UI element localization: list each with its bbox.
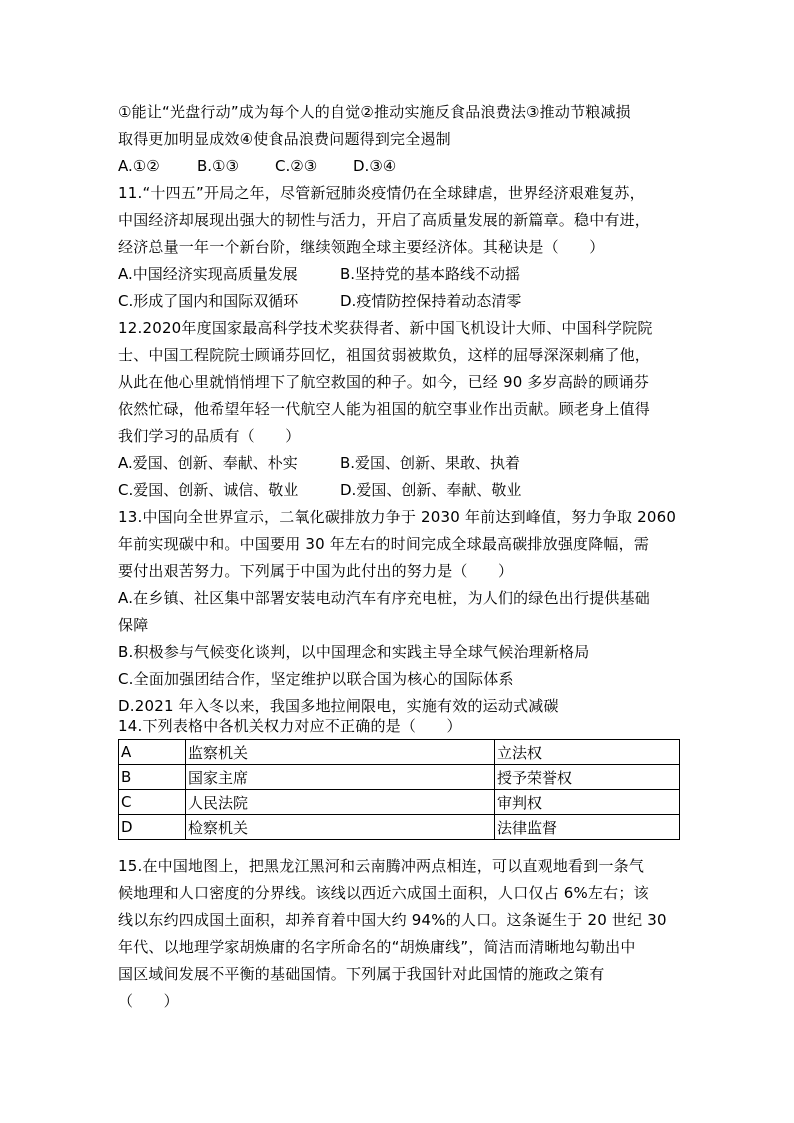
q12-option-d: D.爱国、创新、奉献、敬业 <box>340 481 522 499</box>
q12-stem-line-2: 士、中国工程院院士顾诵芬回忆，祖国贫弱被欺负，这样的屈辱深深刺痛了他， <box>118 346 651 364</box>
q11-stem-line-1: 11.“十四五”开局之年，尽管新冠肺炎疫情仍在全球肆虐，世界经济艰难复苏， <box>118 184 645 202</box>
q13-option-a-line-1: A.在乡镇、社区集中部署安装电动汽车有序充电桩，为人们的绿色出行提供基础 <box>118 589 650 607</box>
q10-option-c: C.②③ <box>275 157 318 175</box>
q15-stem-line-5: 国区域间发展不平衡的基础国情。下列属于我国针对此国情的施政之策有 <box>118 965 605 983</box>
table-cell-organ: 监察机关 <box>186 740 495 765</box>
q12-stem-line-1: 12.2020年度国家最高科学技术奖获得者、新中国飞机设计大师、中国科学院院 <box>118 319 653 337</box>
table-cell-organ: 人民法院 <box>186 790 495 815</box>
q12-stem-line-4: 依然忙碌，他希望年轻一代航空人能为祖国的航空事业作出贡献。顾老身上值得 <box>118 400 651 418</box>
table-cell-power: 授予荣誉权 <box>495 765 680 790</box>
q12-stem-line-3: 从此在他心里就悄悄埋下了航空救国的种子。如今，已经 90 多岁高龄的顾诵芬 <box>118 373 650 391</box>
table-cell-label: A <box>119 740 186 765</box>
table-cell-label: C <box>119 790 186 815</box>
q13-stem-line-1: 13.中国向全世界宣示，二氧化碳排放力争于 2030 年前达到峰值，努力争取 2060 <box>118 508 677 526</box>
table-cell-organ: 国家主席 <box>186 765 495 790</box>
q10-statement-line-1: ①能让“光盘行动”成为每个人的自觉②推动实施反食品浪费法③推动节粮减损 <box>118 103 631 121</box>
q11-stem-line-3: 经济总量一年一个新台阶，继续领跑全球主要经济体。其秘诀是（ ） <box>118 238 605 256</box>
q10-option-d: D.③④ <box>353 157 397 175</box>
table-cell-label: D <box>119 815 186 840</box>
table-row <box>119 790 680 815</box>
table-cell-power: 审判权 <box>495 790 680 815</box>
q10-option-a: A.①② <box>118 157 160 175</box>
q11-option-a: A.中国经济实现高质量发展 <box>118 265 298 283</box>
table-cell-power: 立法权 <box>495 740 680 765</box>
q13-stem-line-2: 年前实现碳中和。中国要用 30 年左右的时间完成全球最高碳排放强度降幅，需 <box>118 535 650 553</box>
q15-answer-blank: （ ） <box>118 992 179 1010</box>
q13-option-d: D.2021 年入冬以来，我国多地拉闸限电，实施有效的运动式减碳 <box>118 697 559 715</box>
q11-option-b: B.坚持党的基本路线不动摇 <box>340 265 521 283</box>
q15-stem-line-1: 15.在中国地图上，把黑龙江黑河和云南腾冲两点相连，可以直观地看到一条气 <box>118 857 645 875</box>
q14-table <box>118 739 680 840</box>
q15-stem-line-2: 候地理和人口密度的分界线。该线以西近六成国土面积，人口仅占 6%左右；该 <box>118 884 649 902</box>
q13-stem-line-3: 要付出艰苦努力。下列属于中国为此付出的努力是（ ） <box>118 562 514 580</box>
q13-option-a-line-2: 保障 <box>118 616 149 634</box>
q12-option-a: A.爱国、创新、奉献、朴实 <box>118 454 298 472</box>
q15-stem-line-4: 年代、以地理学家胡焕庸的名字所命名的“胡焕庸线”，简洁而清晰地勾勒出中 <box>118 938 636 956</box>
table-cell-power: 法律监督 <box>495 815 680 840</box>
q14-stem: 14.下列表格中各机关权力对应不正确的是（ ） <box>118 717 462 735</box>
q12-option-b: B.爱国、创新、果敢、执着 <box>340 454 521 472</box>
q11-option-c: C.形成了国内和国际双循环 <box>118 292 299 310</box>
table-row <box>119 740 680 765</box>
q13-option-c: C.全面加强团结合作，坚定维护以联合国为核心的国际体系 <box>118 670 514 688</box>
q11-stem-line-2: 中国经济却展现出强大的韧性与活力，开启了高质量发展的新篇章。稳中有进， <box>118 211 651 229</box>
table-row <box>119 765 680 790</box>
table-row <box>119 815 680 840</box>
q15-stem-line-3: 线以东约四成国土面积，却养育着中国大约 94%的人口。这条诞生于 20 世纪 30 <box>118 911 667 929</box>
q10-statement-line-2: 取得更加明显成效④使食品浪费问题得到完全遏制 <box>118 130 451 148</box>
q12-option-c: C.爱国、创新、诚信、敬业 <box>118 481 299 499</box>
q11-option-d: D.疫情防控保持着动态清零 <box>340 292 522 310</box>
q10-option-b: B.①③ <box>197 157 239 175</box>
q12-stem-line-5: 我们学习的品质有（ ） <box>118 427 301 445</box>
table-cell-label: B <box>119 765 186 790</box>
table-cell-organ: 检察机关 <box>186 815 495 840</box>
q13-option-b: B.积极参与气候变化谈判，以中国理念和实践主导全球气候治理新格局 <box>118 643 590 661</box>
